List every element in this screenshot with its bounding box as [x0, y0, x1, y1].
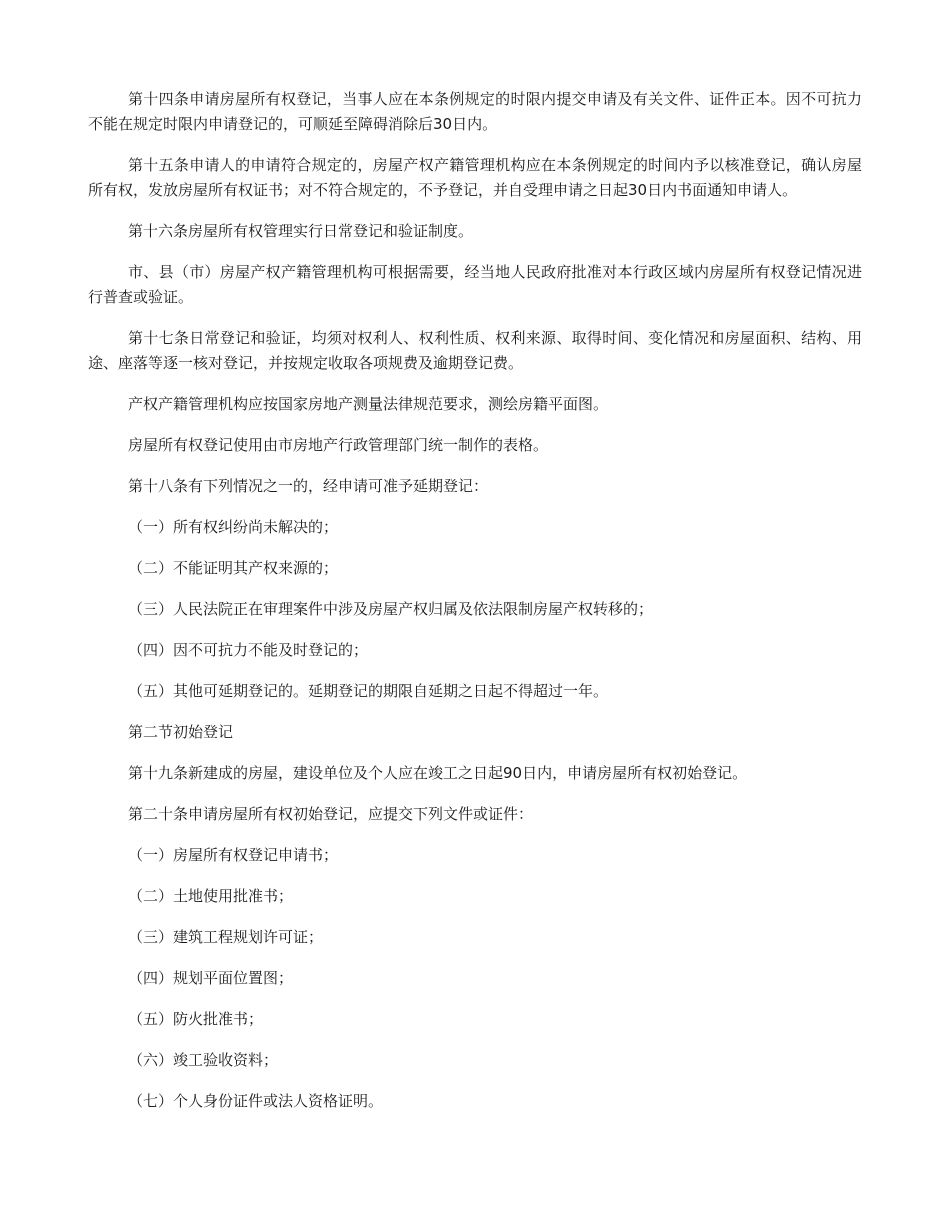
document-item-3: （三）建筑工程规划许可证；: [128, 928, 324, 946]
article-18: 第十八条有下列情况之一的，经申请可准予延期登记：: [128, 477, 489, 495]
delay-item-4: （四）因不可抗力不能及时登记的；: [128, 641, 369, 659]
article-16: 第十六条房屋所有权管理实行日常登记和验证制度。: [128, 222, 474, 240]
article-15: 第十五条申请人的申请符合规定的，房屋产权产籍管理机构应在本条例规定的时间内予以核准登记，确认房屋所有权，发放房屋所有权证书；对不符合规定的，不予登记，并自受理申请之日起30日内书面通知申请人。: [88, 156, 862, 199]
delay-item-5: （五）其他可延期登记的。延期登记的期限自延期之日起不得超过一年。: [128, 682, 609, 700]
document-item-2: （二）土地使用批准书；: [128, 887, 294, 905]
delay-item-3: （三）人民法院正在审理案件中涉及房屋产权归属及依法限制房屋产权转移的；: [128, 600, 654, 618]
section-title: 第二节初始登记: [128, 723, 234, 741]
delay-item-2: （二）不能证明其产权来源的；: [128, 559, 339, 577]
document-item-5: （五）防火批准书；: [128, 1010, 264, 1028]
document-item-4: （四）规划平面位置图；: [128, 969, 294, 987]
document-item-7: （七）个人身份证件或法人资格证明。: [128, 1092, 384, 1110]
document-item-6: （六）竣工验收资料；: [128, 1051, 279, 1069]
article-17-clause-1: 产权产籍管理机构应按国家房地产测量法律规范要求，测绘房籍平面图。: [128, 395, 609, 413]
article-17: 第十七条日常登记和验证，均须对权利人、权利性质、权利来源、取得时间、变化情况和房屋面积、结构、用途、座落等逐一核对登记，并按规定收取各项规费及逾期登记费。: [88, 329, 862, 372]
delay-item-1: （一）所有权纠纷尚未解决的；: [128, 518, 339, 536]
article-16-clause: 市、县（市）房屋产权产籍管理机构可根据需要，经当地人民政府批准对本行政区域内房屋所有权登记情况进行普查或验证。: [88, 263, 862, 306]
article-19: 第十九条新建成的房屋，建设单位及个人应在竣工之日起90日内，申请房屋所有权初始登记。: [128, 764, 748, 782]
article-14: 第十四条申请房屋所有权登记，当事人应在本条例规定的时限内提交申请及有关文件、证件正本。因不可抗力不能在规定时限内申请登记的，可顺延至障碍消除后30日内。: [88, 90, 862, 133]
article-20: 第二十条申请房屋所有权初始登记，应提交下列文件或证件：: [128, 805, 534, 823]
article-17-clause-2: 房屋所有权登记使用由市房地产行政管理部门统一制作的表格。: [128, 436, 549, 454]
document-item-1: （一）房屋所有权登记申请书；: [128, 846, 339, 864]
